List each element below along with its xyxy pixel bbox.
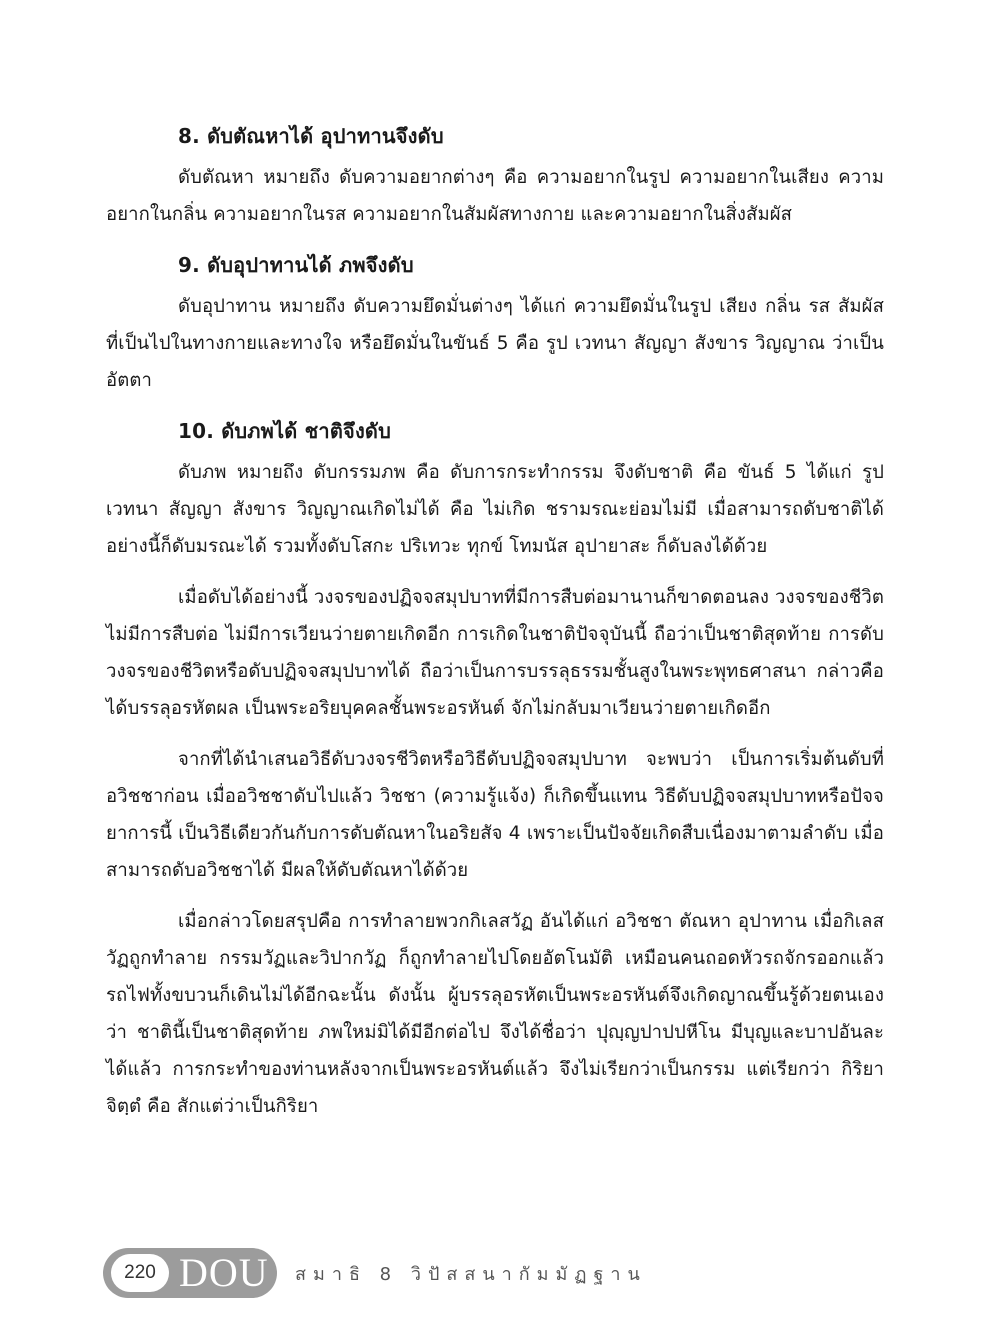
- book-title: สมาธิ 8 วิปัสสนากัมมัฏฐาน: [295, 1263, 647, 1285]
- page-footer: [103, 1247, 647, 1299]
- document-body: [106, 118, 884, 1131]
- paragraph: จากที่ได้นำเสนอวิธีดับวงจรชีวิตหรือวิธีดับปฏิจจสมุปบาท จะพบว่า เป็นการเริ่มต้นดับที่อวิชชาก่อน เมื่ออวิชชาดับไปแล้ว วิชชา (ความรู้แจ้ง) ก็เกิดขึ้นแทน วิธีดับปฏิจจสมุปบาทหรือปัจจยาการนี้ เป็นวิธีเดียวกันกับการดับตัณหาในอริยสัจ 4 เพราะเป็นปัจจัยเกิดสืบเนื่องมาตามลำดับ เมื่อสามารถดับอวิชชาได้ มีผลให้ดับตัณหาได้ด้วย: [106, 749, 884, 881]
- dou-logo: DOU: [179, 1250, 269, 1295]
- section-heading-9: 9. ดับอุปาทานได้ ภพจึงดับ: [178, 253, 414, 277]
- page-number: 220: [111, 1254, 169, 1292]
- paragraph: เมื่อกล่าวโดยสรุปคือ การทำลายพวกกิเลสวัฏ อันได้แก่ อวิชชา ตัณหา อุปาทาน เมื่อกิเลสวัฏถูกทำลาย กรรมวัฏและวิปากวัฏ ก็ถูกทำลายไปโดยอัตโนมัติ เหมือนคนถอดหัวรถจักรออกแล้ว รถไฟทั้งขบวนก็เดินไม่ได้อีกฉะนั้น ดังนั้น ผู้บรรลุอรหัตเป็นพระอรหันต์จึงเกิดญาณขึ้นรู้ด้วยตนเองว่า ชาตินี้เป็นชาติสุดท้าย ภพใหม่มิได้มีอีกต่อไป จึงได้ชื่อว่า ปุญฺญปาปปหีโน มีบุญและบาปอันละได้แล้ว การกระทำของท่านหลังจากเป็นพระอรหันต์แล้ว จึงไม่เรียกว่าเป็นกรรม แต่เรียกว่า กิริยาจิตฺตํ คือ สักแต่ว่าเป็นกิริยา: [106, 911, 884, 1117]
- paragraph: ดับภพ หมายถึง ดับกรรมภพ คือ ดับการกระทำกรรม จึงดับชาติ คือ ขันธ์ 5 ได้แก่ รูป เวทนา สัญญา สังขาร วิญญาณเกิดไม่ได้ คือ ไม่เกิด ชรามรณะย่อมไม่มี เมื่อสามารถดับชาติได้อย่างนี้ก็ดับมรณะได้ รวมทั้งดับโสกะ ปริเทวะ ทุกข์ โทมนัส อุปายาสะ ก็ดับลงได้ด้วย: [106, 462, 884, 557]
- footer-badge: [103, 1248, 277, 1298]
- paragraph: เมื่อดับได้อย่างนี้ วงจรของปฏิจจสมุปบาทที่มีการสืบต่อมานานก็ขาดตอนลง วงจรของชีวิตไม่มีการสืบต่อ ไม่มีการเวียนว่ายตายเกิดอีก การเกิดในชาติปัจจุบันนี้ ถือว่าเป็นชาติสุดท้าย การดับวงจรของชีวิตหรือดับปฏิจจสมุปบาทได้ ถือว่าเป็นการบรรลุธรรมชั้นสูงในพระพุทธศาสนา กล่าวคือ ได้บรรลุอรหัตผล เป็นพระอริยบุคคลชั้นพระอรหันต์ จักไม่กลับมาเวียนว่ายตายเกิดอีก: [106, 587, 884, 719]
- section-heading-8: 8. ดับตัณหาได้ อุปาทานจึงดับ: [178, 124, 444, 148]
- section-heading-10: 10. ดับภพได้ ชาติจึงดับ: [178, 419, 392, 443]
- paragraph: ดับอุปาทาน หมายถึง ดับความยึดมั่นต่างๆ ได้แก่ ความยึดมั่นในรูป เสียง กลิ่น รส สัมผัส ที่เป็นไปในทางกายและทางใจ หรือยึดมั่นในขันธ์ 5 คือ รูป เวทนา สัญญา สังขาร วิญญาณ ว่าเป็นอัตตา: [106, 296, 884, 391]
- paragraph: ดับตัณหา หมายถึง ดับความอยากต่างๆ คือ ความอยากในรูป ความอยากในเสียง ความอยากในกลิ่น ความอยากในรส ความอยากในสัมผัสทางกาย และความอยากในสิ่งสัมผัส: [106, 167, 884, 225]
